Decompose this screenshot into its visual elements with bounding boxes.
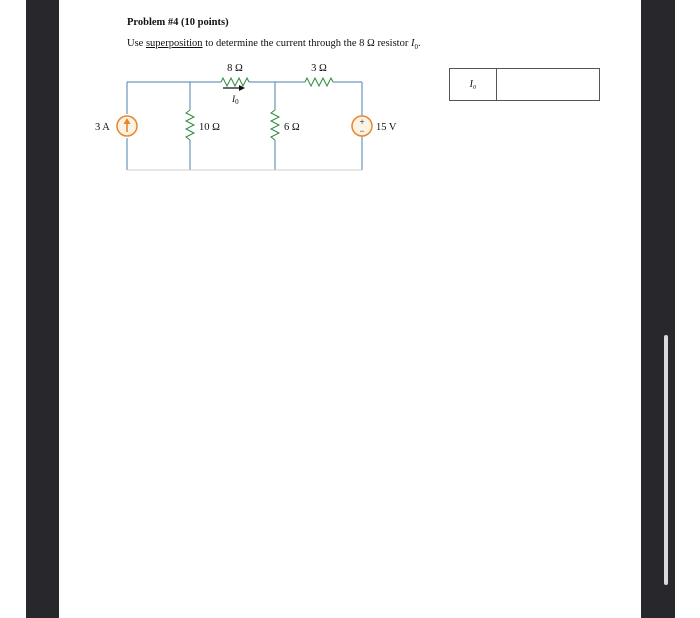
current-source-3a [117,116,137,136]
label-8-ohm: 8 Ω [227,63,243,74]
io-current-arrow [223,85,245,91]
superposition-keyword: superposition [145,38,203,49]
resistor-6-ohm [271,110,279,140]
label-10-ohm: 10 Ω [199,122,220,133]
circuit-wires [127,82,365,170]
label-io-letter: I [232,95,236,105]
label-io-subscript: 0 [235,98,239,106]
resistor-10-ohm [186,110,194,140]
label-6-ohm: 6 Ω [284,122,300,133]
voltage-source-15v [352,116,372,136]
voltage-source-plus: + [359,117,365,127]
instruction-text-middle: to determine the current through the 8 Ω resistor [202,38,411,49]
problem-title: Problem #4 (10 points) [127,17,229,28]
instruction-text-end: . [417,38,421,49]
voltage-source-minus: − [359,126,365,136]
label-current-source: 3 A [95,122,110,133]
answer-input[interactable] [497,69,599,100]
answer-box [449,68,600,101]
label-15v: 15 V [376,122,397,133]
instruction-text-start: Use [127,38,146,49]
label-io [231,95,239,106]
resistor-8-ohm [221,78,249,86]
answer-label: I₀ [450,69,497,100]
io-variable: I [410,38,415,49]
resistor-3-ohm [305,78,333,86]
io-variable-subscript: 0 [414,43,418,52]
label-3-ohm: 3 Ω [311,63,327,74]
